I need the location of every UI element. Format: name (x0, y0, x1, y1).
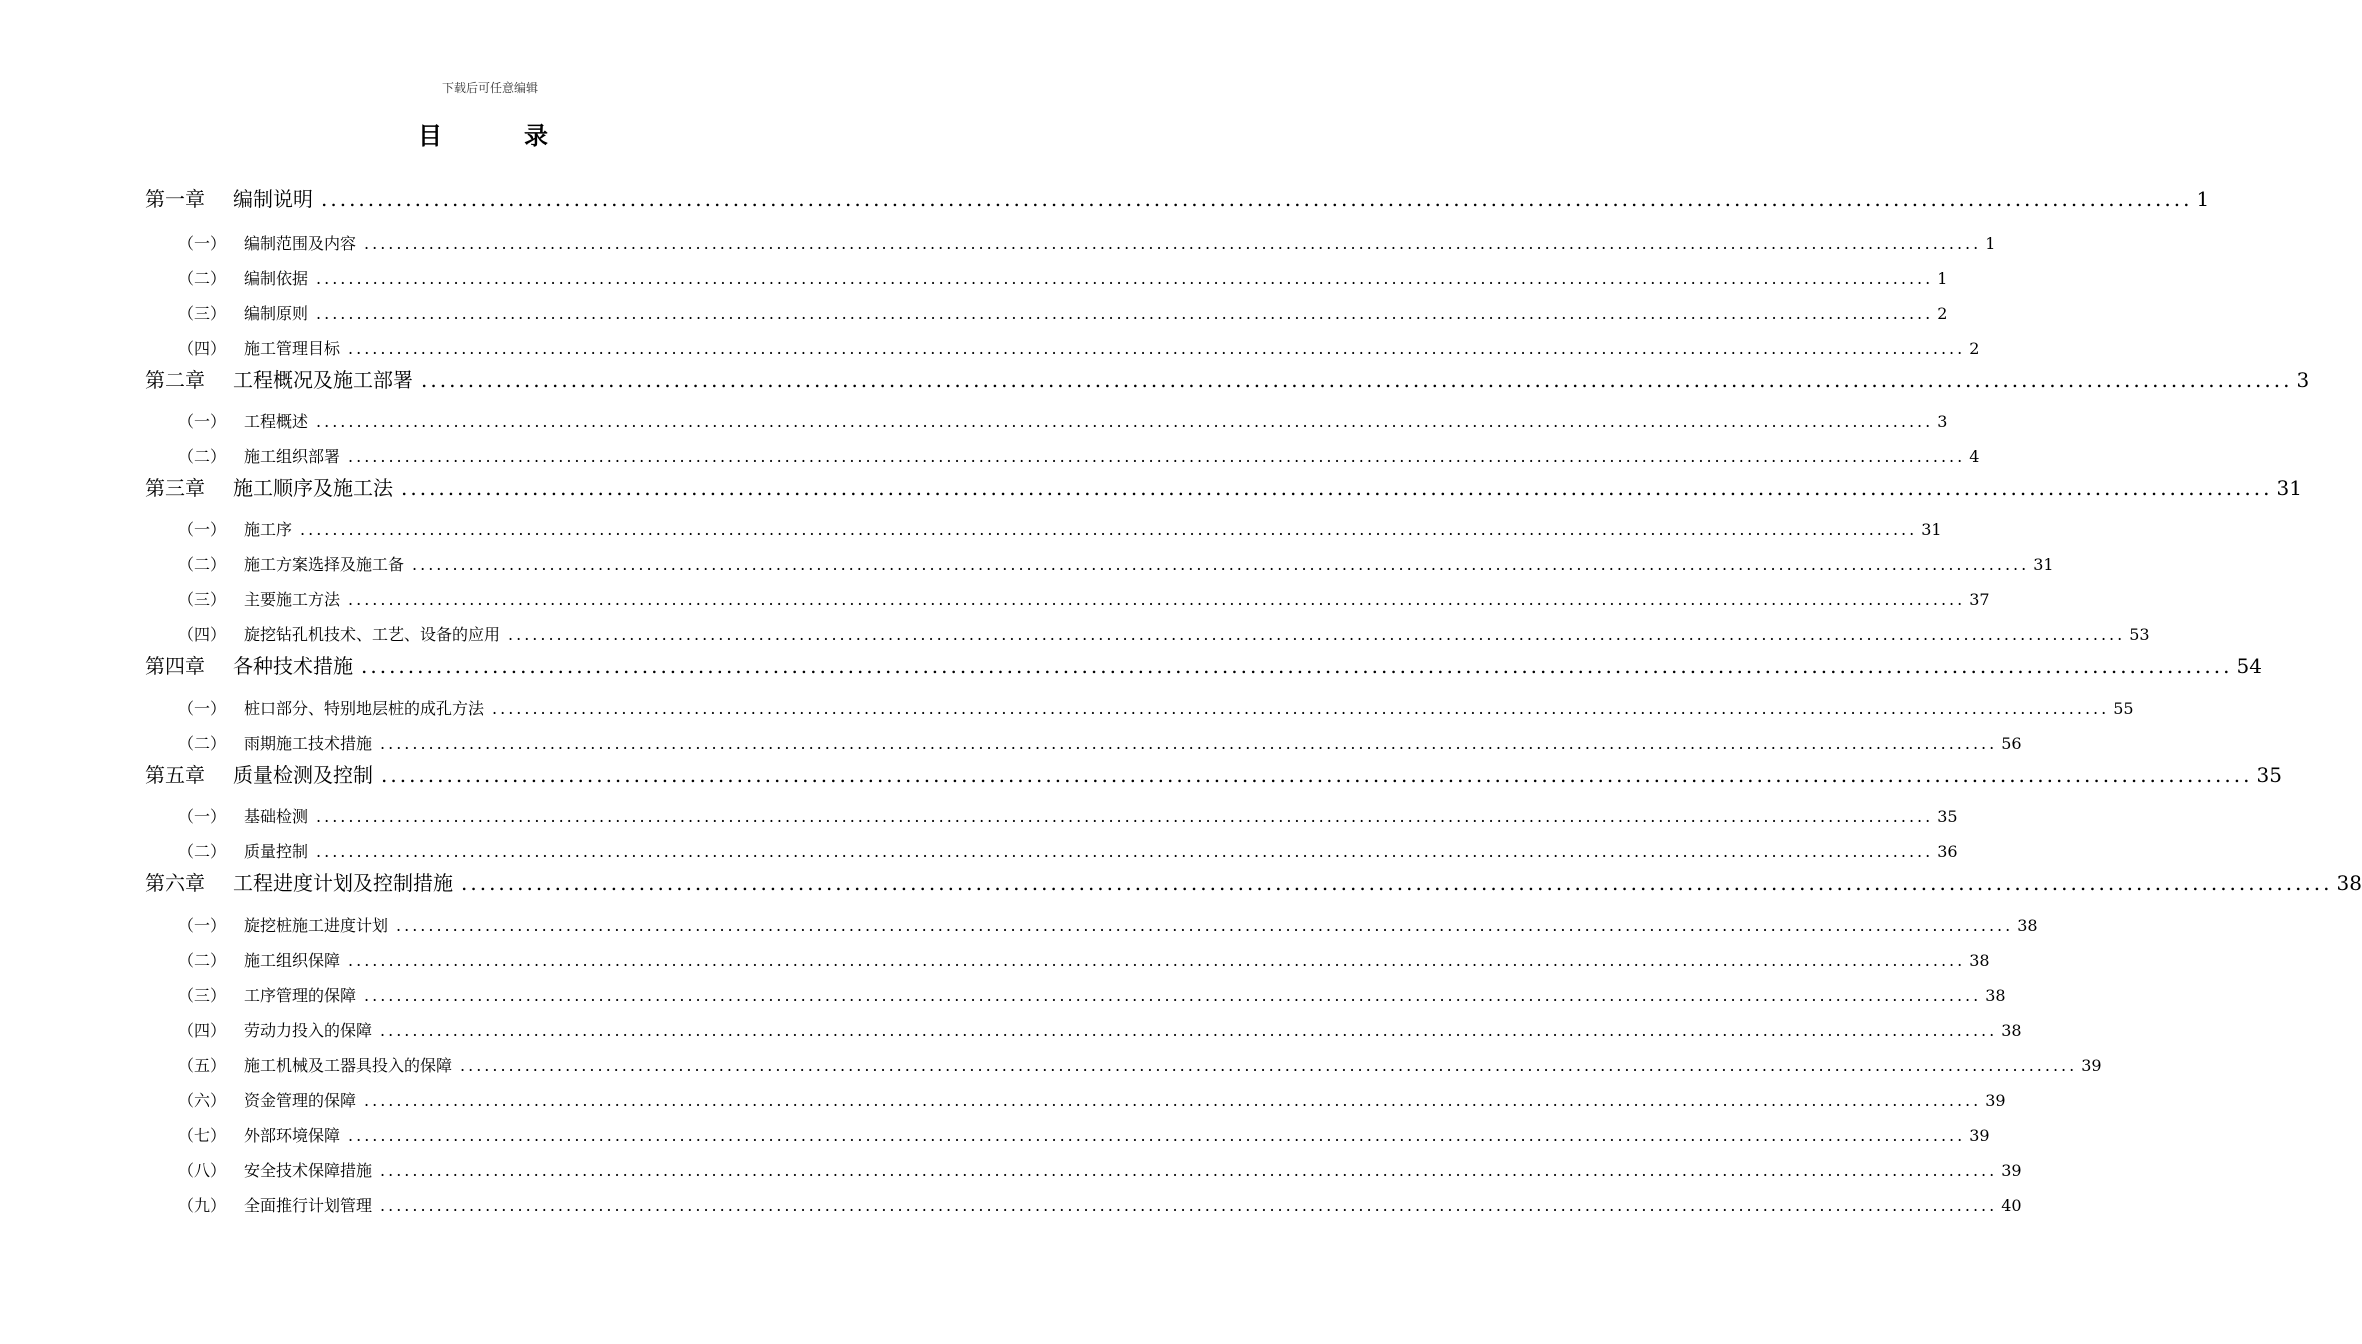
entry-title: 基础检测 (244, 807, 309, 826)
entry-page-number: 37 (1969, 590, 1990, 609)
dot-leader: ........................................................................................................................................................................................................ (316, 842, 1934, 861)
entry-number: （六） (178, 1091, 227, 1110)
entry-title: 编制范围及内容 (244, 234, 357, 253)
entry-page-number: 38 (2017, 916, 2038, 935)
dot-leader: ........................................................................................................................................................................................................ (321, 187, 2193, 211)
dot-leader: ........................................................................................................................................................................................................ (396, 916, 2014, 935)
entry-title: 编制原则 (244, 304, 309, 323)
dot-leader: ........................................................................................................................................................................................................ (364, 986, 1982, 1005)
entry-title: 外部环境保障 (244, 1126, 341, 1145)
dot-leader: ........................................................................................................................................................................................................ (316, 412, 1934, 431)
toc-section-entry[interactable] (178, 301, 1948, 324)
entry-title: 安全技术保障措施 (244, 1161, 373, 1180)
toc-section-entry[interactable] (178, 983, 2006, 1006)
entry-number: （二） (178, 951, 227, 970)
entry-title: 工程进度计划及控制措施 (233, 871, 453, 895)
entry-number: （二） (178, 842, 227, 861)
entry-number: （三） (178, 986, 227, 1005)
entry-title: 工序管理的保障 (244, 986, 357, 1005)
toc-section-entry[interactable] (178, 1018, 2022, 1041)
entry-number: （三） (178, 304, 227, 323)
entry-page-number: 39 (1985, 1091, 2006, 1110)
dot-leader: ........................................................................................................................................................................................................ (380, 1021, 1998, 1040)
entry-page-number: 3 (1937, 412, 1948, 431)
entry-page-number: 39 (2081, 1056, 2102, 1075)
entry-number: （一） (178, 699, 227, 718)
entry-number: 第一章 (145, 187, 205, 211)
dot-leader: ........................................................................................................................................................................................................ (461, 871, 2333, 895)
dot-leader: ........................................................................................................................................................................................................ (348, 590, 1966, 609)
dot-leader: ........................................................................................................................................................................................................ (316, 807, 1934, 826)
entry-page-number: 38 (2001, 1021, 2022, 1040)
dot-leader: ........................................................................................................................................................................................................ (316, 269, 1934, 288)
toc-chapter-entry[interactable] (145, 183, 2210, 212)
entry-number: 第二章 (145, 368, 205, 392)
toc-section-entry[interactable] (178, 731, 2022, 754)
entry-number: （二） (178, 447, 227, 466)
entry-page-number: 31 (2276, 476, 2302, 500)
entry-title: 资金管理的保障 (244, 1091, 357, 1110)
entry-number: 第五章 (145, 763, 205, 787)
entry-page-number: 3 (2296, 368, 2310, 392)
entry-title: 雨期施工技术措施 (244, 734, 373, 753)
header-note: 下载后可任意编辑 (441, 81, 538, 95)
entry-title: 质量检测及控制 (233, 763, 373, 787)
entry-page-number: 2 (1937, 304, 1948, 323)
toc-chapter-entry[interactable] (145, 472, 2302, 501)
entry-title: 各种技术措施 (233, 654, 353, 678)
entry-title: 施工组织保障 (244, 951, 341, 970)
toc-section-entry[interactable] (178, 1123, 1990, 1146)
entry-number: 第六章 (145, 871, 205, 895)
dot-leader: ........................................................................................................................................................................................................ (421, 368, 2293, 392)
entry-page-number: 31 (2033, 555, 2054, 574)
entry-number: （一） (178, 412, 227, 431)
dot-leader: ........................................................................................................................................................................................................ (300, 520, 1918, 539)
entry-number: （四） (178, 339, 227, 358)
entry-page-number: 38 (1969, 951, 1990, 970)
entry-page-number: 36 (1937, 842, 1958, 861)
entry-title: 编制说明 (233, 187, 313, 211)
title-char-2: 录 (524, 121, 548, 150)
entry-number: （四） (178, 625, 227, 644)
toc-section-entry[interactable] (178, 622, 2150, 645)
toc-chapter-entry[interactable] (145, 650, 2262, 679)
dot-leader: ........................................................................................................................................................................................................ (316, 304, 1934, 323)
entry-title: 旋挖桩施工进度计划 (244, 916, 389, 935)
dot-leader: ........................................................................................................................................................................................................ (348, 1126, 1966, 1145)
entry-page-number: 38 (2336, 871, 2362, 895)
toc-chapter-entry[interactable] (145, 364, 2310, 393)
toc-section-entry[interactable] (178, 696, 2134, 719)
entry-number: 第四章 (145, 654, 205, 678)
entry-page-number: 4 (1969, 447, 1980, 466)
entry-number: （四） (178, 1021, 227, 1040)
toc-section-entry[interactable] (178, 913, 2038, 936)
entry-page-number: 1 (2196, 187, 2210, 211)
toc-section-entry[interactable] (178, 587, 1990, 610)
title-char-1: 目 (418, 121, 442, 150)
entry-page-number: 54 (2236, 654, 2262, 678)
entry-page-number: 35 (1937, 807, 1958, 826)
entry-number: （三） (178, 590, 227, 609)
toc-section-entry[interactable] (178, 336, 1980, 359)
dot-leader: ........................................................................................................................................................................................................ (492, 699, 2110, 718)
entry-page-number: 40 (2001, 1196, 2022, 1215)
entry-title: 施工管理目标 (244, 339, 341, 358)
entry-page-number: 2 (1969, 339, 1980, 358)
entry-number: （一） (178, 807, 227, 826)
toc-section-entry[interactable] (178, 839, 1958, 862)
entry-page-number: 38 (1985, 986, 2006, 1005)
dot-leader: ........................................................................................................................................................................................................ (348, 447, 1966, 466)
entry-number: 第三章 (145, 476, 205, 500)
entry-title: 主要施工方法 (244, 590, 341, 609)
toc-section-entry[interactable] (178, 804, 1958, 827)
dot-leader: ........................................................................................................................................................................................................ (364, 234, 1982, 253)
toc-section-entry[interactable] (178, 1088, 2006, 1111)
entry-title: 施工序 (244, 520, 293, 539)
toc-section-entry[interactable] (178, 1193, 2022, 1216)
toc-chapter-entry[interactable] (145, 867, 2362, 896)
dot-leader: ........................................................................................................................................................................................................ (508, 625, 2126, 644)
entry-title: 编制依据 (244, 269, 309, 288)
toc-section-entry[interactable] (178, 1053, 2102, 1076)
entry-title: 全面推行计划管理 (244, 1196, 373, 1215)
dot-leader: ........................................................................................................................................................................................................ (380, 1161, 1998, 1180)
entry-page-number: 35 (2256, 763, 2282, 787)
toc-section-entry[interactable] (178, 948, 1990, 971)
dot-leader: ........................................................................................................................................................................................................ (380, 734, 1998, 753)
entry-title: 施工顺序及施工法 (233, 476, 393, 500)
entry-page-number: 1 (1937, 269, 1948, 288)
dot-leader: ........................................................................................................................................................................................................ (364, 1091, 1982, 1110)
entry-page-number: 56 (2001, 734, 2022, 753)
dot-leader: ........................................................................................................................................................................................................ (348, 951, 1966, 970)
entry-title: 施工方案选择及施工备 (244, 555, 405, 574)
dot-leader: ........................................................................................................................................................................................................ (348, 339, 1966, 358)
toc-chapter-entry[interactable] (145, 759, 2282, 788)
toc-section-entry[interactable] (178, 266, 1948, 289)
entry-number: （一） (178, 234, 227, 253)
entry-number: （七） (178, 1126, 227, 1145)
entry-page-number: 53 (2129, 625, 2150, 644)
entry-page-number: 31 (1921, 520, 1942, 539)
entry-title: 桩口部分、特别地层桩的成孔方法 (244, 699, 485, 718)
entry-title: 施工机械及工器具投入的保障 (244, 1056, 453, 1075)
entry-title: 工程概述 (244, 412, 309, 431)
dot-leader: ........................................................................................................................................................................................................ (380, 1196, 1998, 1215)
entry-number: （二） (178, 734, 227, 753)
entry-number: （九） (178, 1196, 227, 1215)
dot-leader: ........................................................................................................................................................................................................ (460, 1056, 2078, 1075)
toc-section-entry[interactable] (178, 517, 1942, 540)
entry-page-number: 39 (2001, 1161, 2022, 1180)
entry-number: （八） (178, 1161, 227, 1180)
entry-title: 质量控制 (244, 842, 309, 861)
toc-section-entry[interactable] (178, 1158, 2022, 1181)
entry-page-number: 39 (1969, 1126, 1990, 1145)
toc-section-entry[interactable] (178, 552, 2054, 575)
entry-title: 劳动力投入的保障 (244, 1021, 373, 1040)
entry-page-number: 1 (1985, 234, 1996, 253)
entry-title: 旋挖钻孔机技术、工艺、设备的应用 (244, 625, 501, 644)
entry-number: （二） (178, 555, 227, 574)
entry-title: 工程概况及施工部署 (233, 368, 413, 392)
toc-section-entry[interactable] (178, 444, 1980, 467)
dot-leader: ........................................................................................................................................................................................................ (361, 654, 2233, 678)
entry-number: （一） (178, 520, 227, 539)
dot-leader: ........................................................................................................................................................................................................ (381, 763, 2253, 787)
entry-title: 施工组织部署 (244, 447, 341, 466)
entry-page-number: 55 (2113, 699, 2134, 718)
entry-number: （二） (178, 269, 227, 288)
dot-leader: ........................................................................................................................................................................................................ (412, 555, 2030, 574)
entry-number: （一） (178, 916, 227, 935)
toc-section-entry[interactable] (178, 409, 1948, 432)
entry-number: （五） (178, 1056, 227, 1075)
dot-leader: ........................................................................................................................................................................................................ (401, 476, 2273, 500)
toc-section-entry[interactable] (178, 231, 1996, 254)
